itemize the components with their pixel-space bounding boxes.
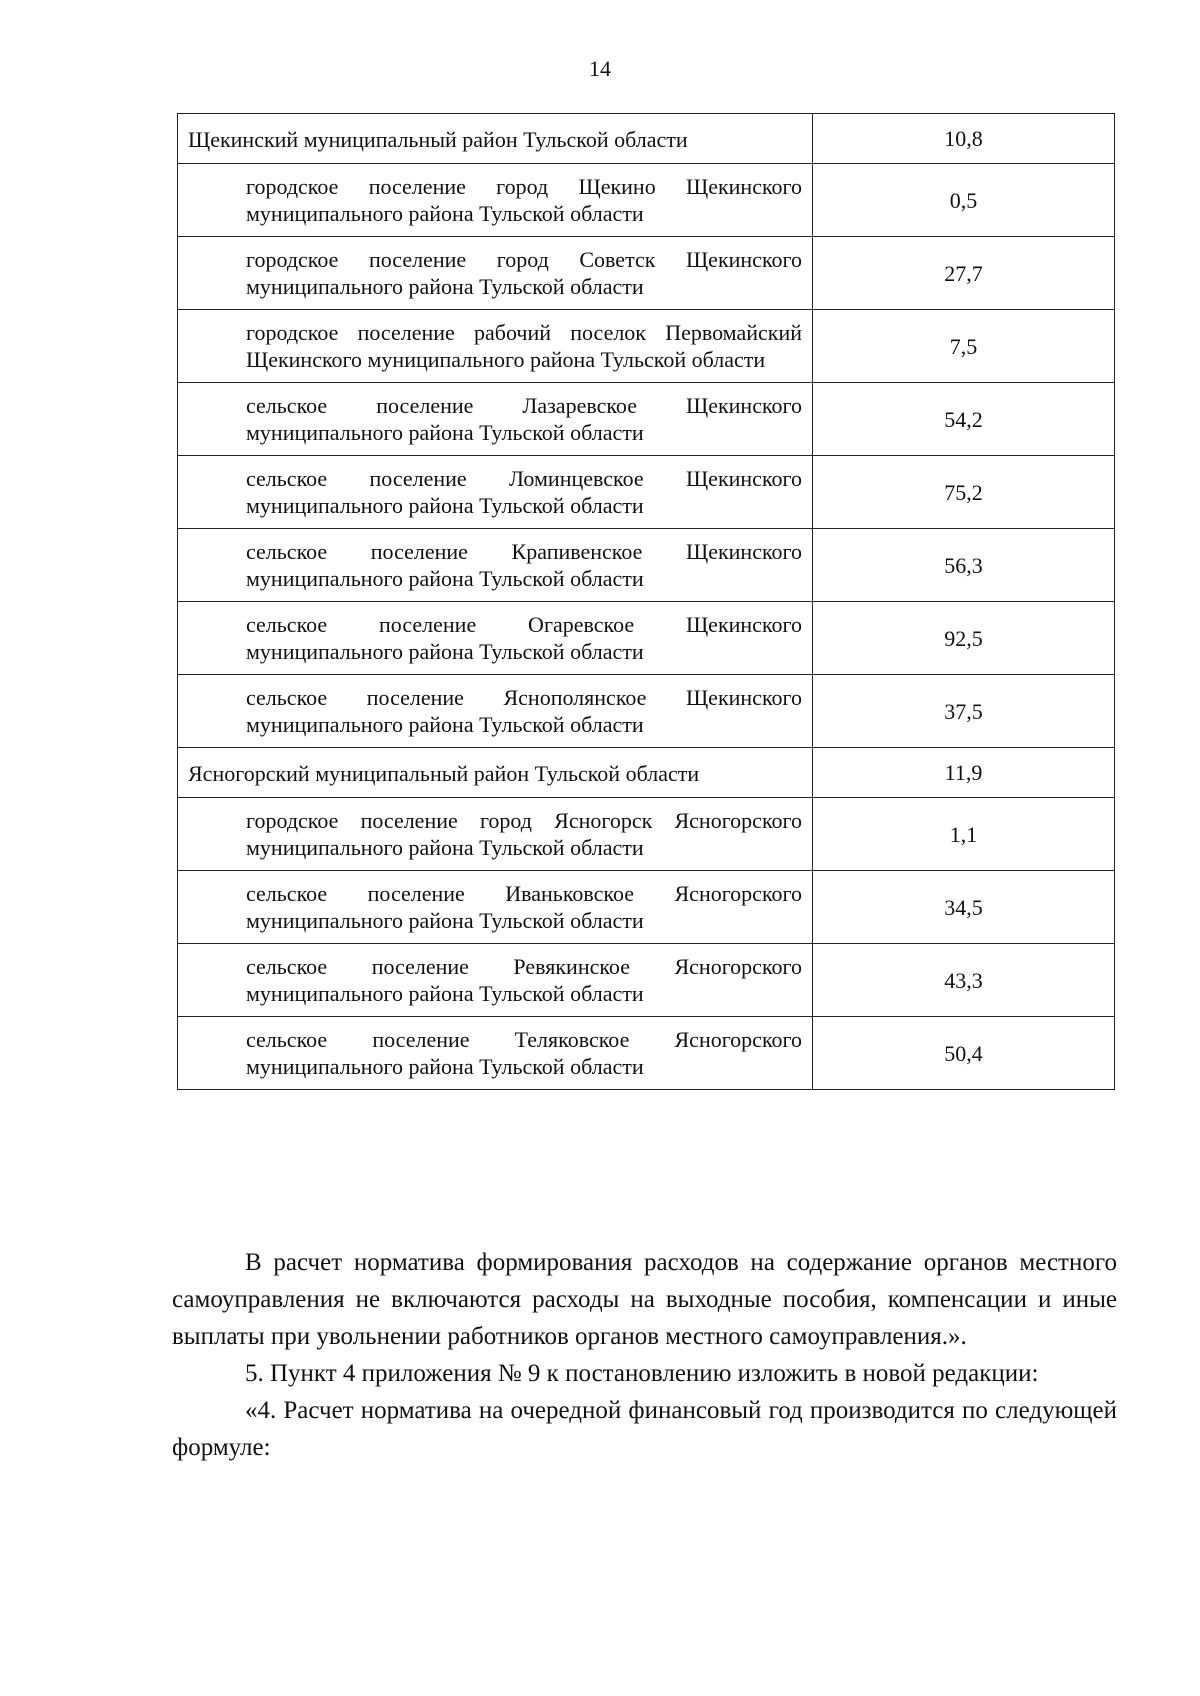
municipality-name: городское поселение город Ясногорск Ясногорского муниципального района Тульской области bbox=[178, 798, 813, 871]
municipality-value: 50,4 bbox=[813, 1017, 1115, 1090]
municipality-name: сельское поселение Теляковское Ясногорского муниципального района Тульской области bbox=[178, 1017, 813, 1090]
body-text bbox=[172, 1244, 1117, 1466]
table-row bbox=[178, 1017, 1115, 1090]
municipality-value: 0,5 bbox=[813, 164, 1115, 237]
table-row bbox=[178, 602, 1115, 675]
municipality-value: 34,5 bbox=[813, 871, 1115, 944]
municipality-name: Ясногорский муниципальный район Тульской области bbox=[178, 748, 813, 798]
municipality-name: сельское поселение Ревякинское Ясногорского муниципального района Тульской области bbox=[178, 944, 813, 1017]
municipality-value: 10,8 bbox=[813, 114, 1115, 164]
municipality-name: городское поселение город Советск Щекинского муниципального района Тульской области bbox=[178, 237, 813, 310]
table-row bbox=[178, 456, 1115, 529]
municipality-name: городское поселение город Щекино Щекинского муниципального района Тульской области bbox=[178, 164, 813, 237]
municipality-value: 11,9 bbox=[813, 748, 1115, 798]
table-row bbox=[178, 798, 1115, 871]
municipality-name: Щекинский муниципальный район Тульской области bbox=[178, 114, 813, 164]
municipality-value: 7,5 bbox=[813, 310, 1115, 383]
table-row bbox=[178, 529, 1115, 602]
table-row bbox=[178, 748, 1115, 798]
table-row bbox=[178, 237, 1115, 310]
municipality-value: 27,7 bbox=[813, 237, 1115, 310]
municipality-name: сельское поселение Крапивенское Щекинского муниципального района Тульской области bbox=[178, 529, 813, 602]
paragraph-item-4-formula-intro: «4. Расчет норматива на очередной финансовый год производится по следующей формуле: bbox=[172, 1397, 1117, 1461]
paragraph-exclusion-note: В расчет норматива формирования расходов на содержание органов местного самоуправления не включаются расходы на выходные пособия, компенсации и иные выплаты при увольнении работников органов местного самоуправления.». bbox=[172, 1249, 1117, 1350]
municipality-name: сельское поселение Иваньковское Ясногорского муниципального района Тульской области bbox=[178, 871, 813, 944]
table-row bbox=[178, 114, 1115, 164]
municipality-name: городское поселение рабочий поселок Первомайский Щекинского муниципального района Тульской области bbox=[178, 310, 813, 383]
municipality-value: 54,2 bbox=[813, 383, 1115, 456]
municipality-value: 37,5 bbox=[813, 675, 1115, 748]
municipality-name: сельское поселение Яснополянское Щекинского муниципального района Тульской области bbox=[178, 675, 813, 748]
municipality-value: 92,5 bbox=[813, 602, 1115, 675]
municipality-name: сельское поселение Лазаревское Щекинского муниципального района Тульской области bbox=[178, 383, 813, 456]
municipality-value: 75,2 bbox=[813, 456, 1115, 529]
municipality-value: 56,3 bbox=[813, 529, 1115, 602]
paragraph-item-5: 5. Пункт 4 приложения № 9 к постановлению изложить в новой редакции: bbox=[245, 1360, 1039, 1387]
table-row bbox=[178, 383, 1115, 456]
municipality-value: 1,1 bbox=[813, 798, 1115, 871]
table-row bbox=[178, 164, 1115, 237]
table-row bbox=[178, 675, 1115, 748]
table-row bbox=[178, 871, 1115, 944]
table-row bbox=[178, 310, 1115, 383]
page-number: 14 bbox=[589, 56, 611, 81]
municipal-data-table bbox=[177, 113, 1115, 1090]
municipality-name: сельское поселение Огаревское Щекинского муниципального района Тульской области bbox=[178, 602, 813, 675]
municipality-value: 43,3 bbox=[813, 944, 1115, 1017]
municipality-name: сельское поселение Ломинцевское Щекинского муниципального района Тульской области bbox=[178, 456, 813, 529]
table-row bbox=[178, 944, 1115, 1017]
